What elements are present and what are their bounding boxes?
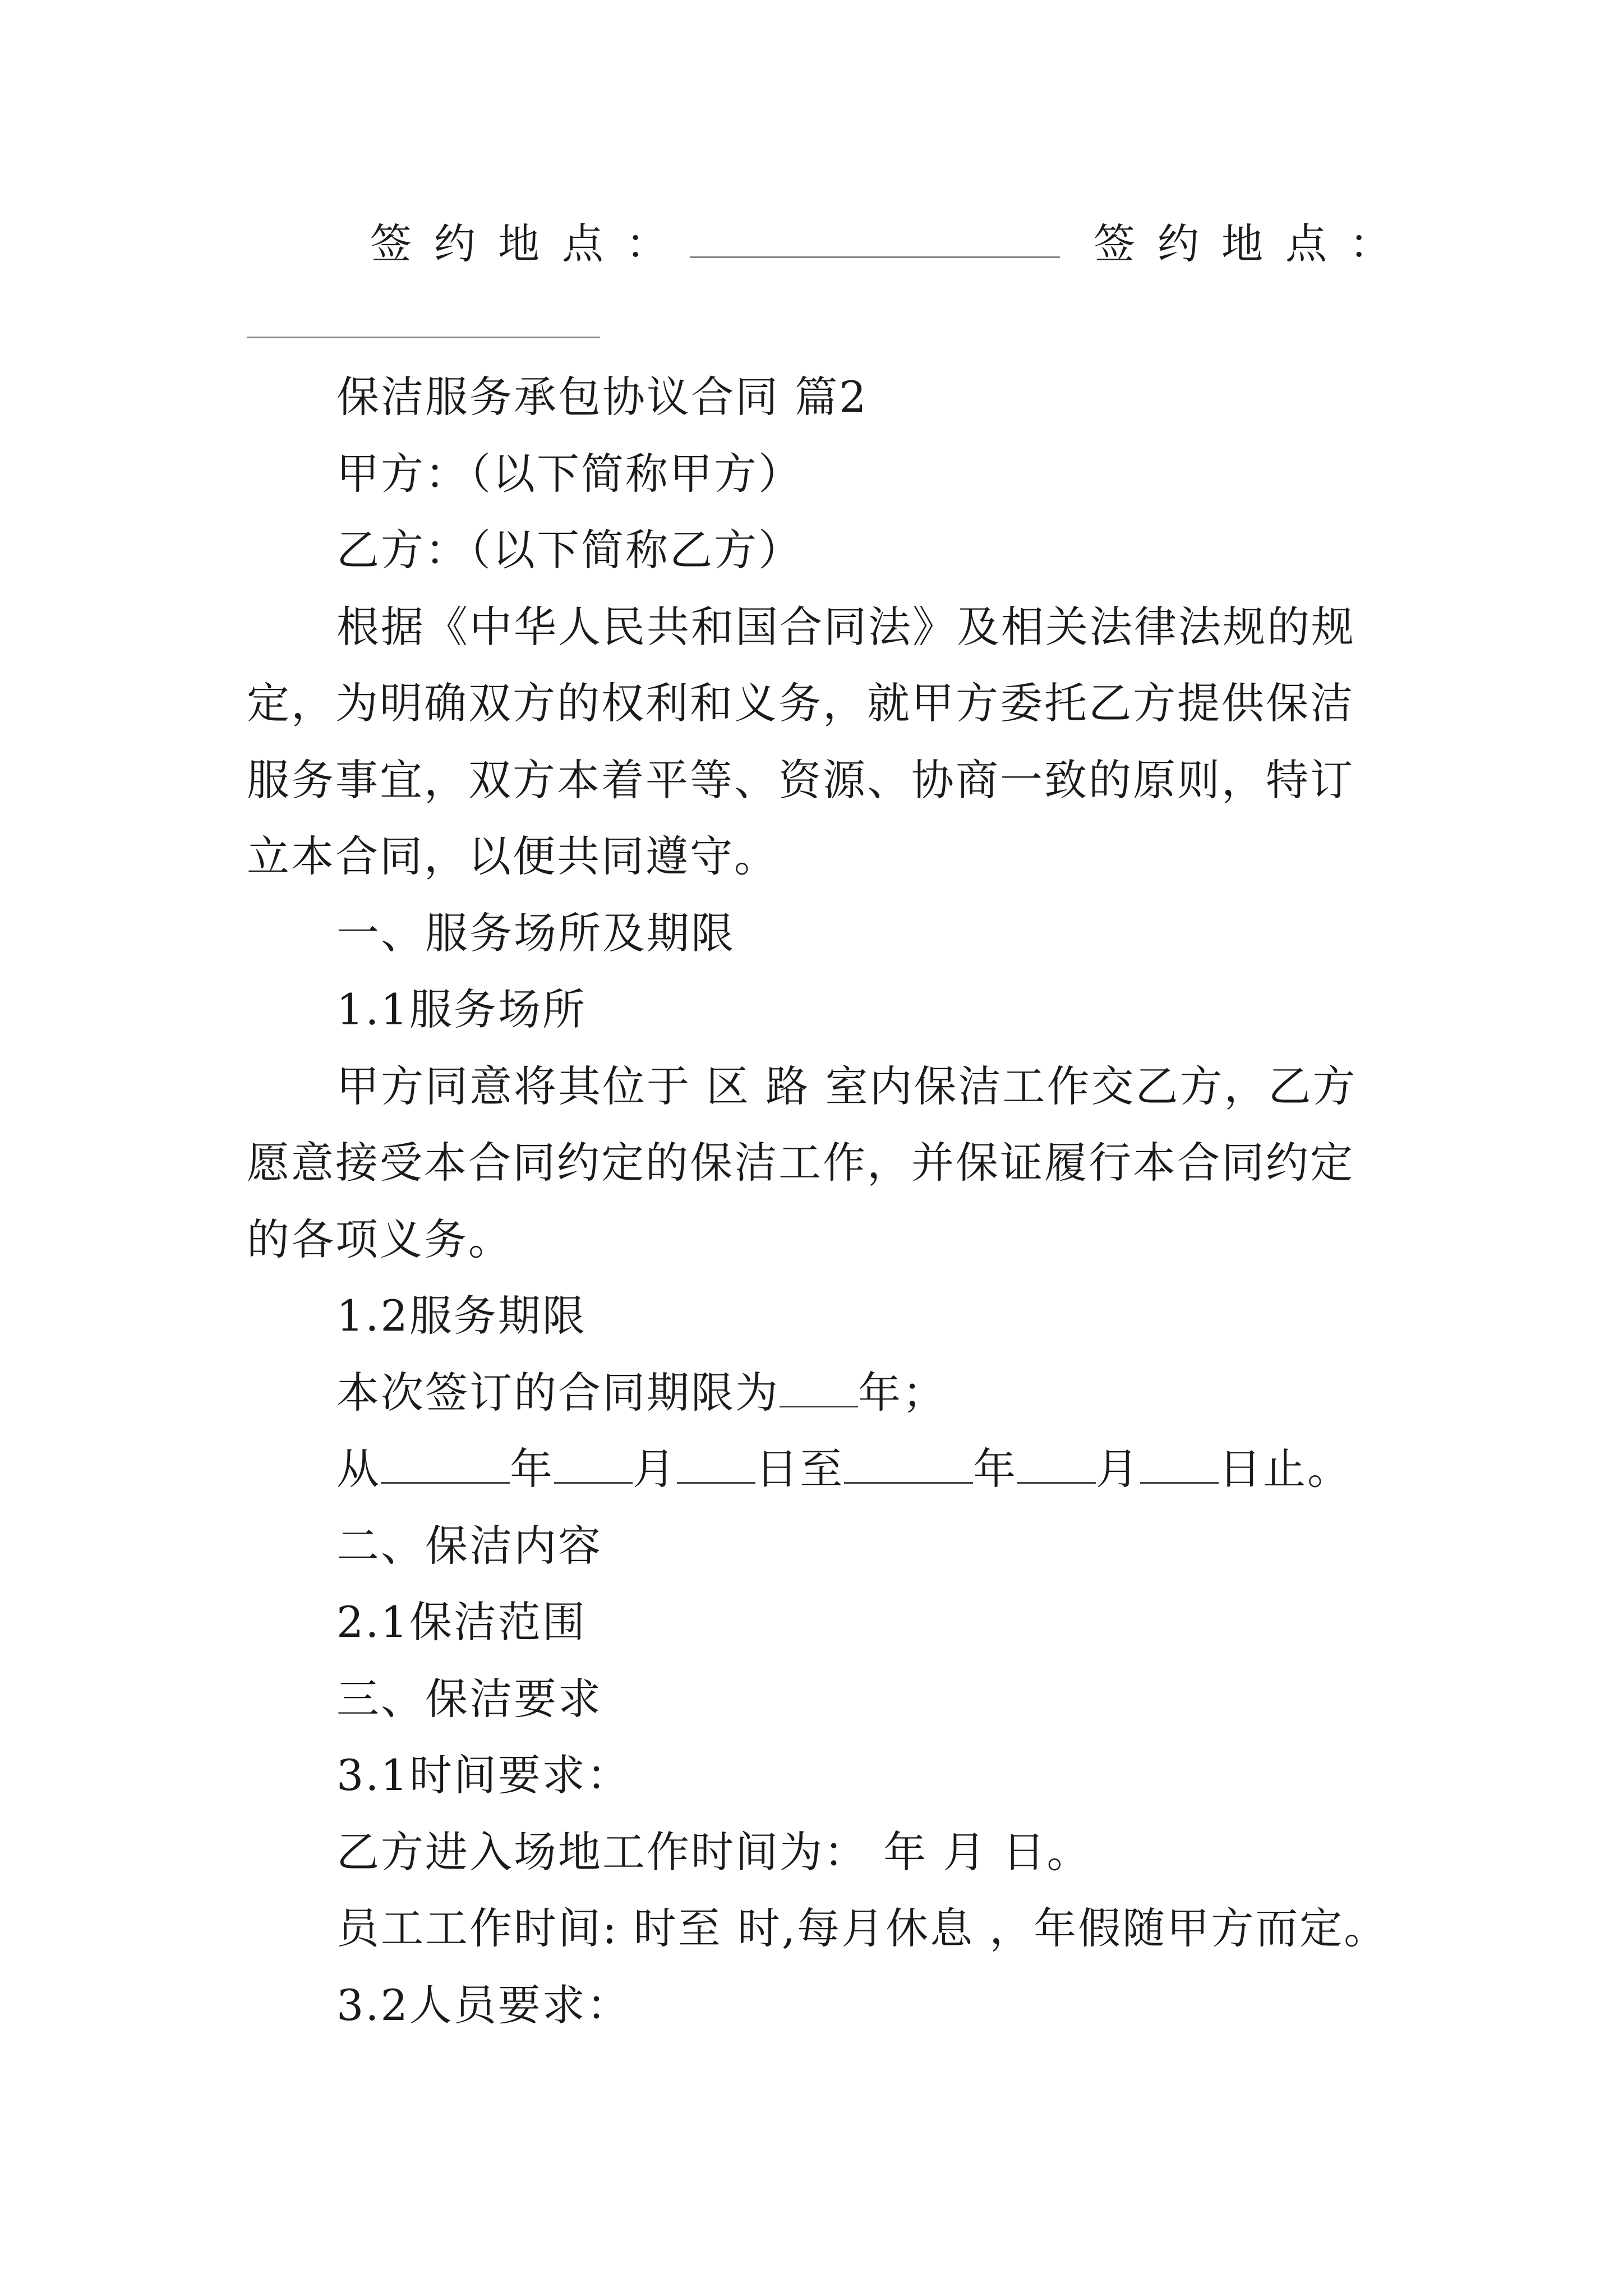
section-2-heading: 二、保洁内容 [336,1520,602,1571]
preamble-paragraph: 根据《中华人民共和国合同法》及相关法律法规的规定，为明确双方的权利和义务，就甲方委托乙方提供保洁服务事宜，双方本着平等、资源、协商一致的原则，特订立本合同，以便共同遵守。 [247,601,1355,881]
signing-location-label-a: 签约地点： [370,220,690,268]
section-1-2-heading: 1.2服务期限 [336,1291,587,1341]
section-3-heading: 三、保洁要求 [336,1673,602,1724]
working-hours-line: 员工工作时间: 时至 时,每月休息 ，年假随甲方而定。 [336,1903,1389,1953]
start-month-blank [554,1445,633,1484]
term-suffix: 年； [858,1367,947,1418]
period-day-1: 日至 [755,1444,844,1494]
end-day-blank [1140,1445,1219,1484]
signing-location-label-b: 签约地点： [1094,220,1413,268]
end-month-blank [1017,1445,1096,1484]
end-year-blank [844,1445,973,1484]
contract-term-line [247,1355,1385,1432]
period-day-2: 日止。 [1219,1444,1352,1494]
party-b-line: 乙方：（以下简称乙方） [336,525,803,575]
signing-location-row [370,210,1413,278]
term-prefix: 本次签订的合同期限为 [336,1367,780,1418]
period-year-2: 年 [973,1444,1017,1494]
section-1-1-heading: 1.1服务场所 [336,984,587,1034]
signing-location-blank-a [690,254,1060,258]
entry-date-line: 乙方进入场地工作时间为： 年 月 日。 [336,1826,1091,1877]
term-years-blank [780,1369,858,1407]
start-day-blank [677,1445,755,1484]
period-year-1: 年 [510,1444,554,1494]
section-3-2-heading: 3.2人员要求： [336,1980,631,2030]
signing-location-blank-b [247,337,600,338]
contract-body [247,359,1389,2044]
party-a-line: 甲方：（以下简称甲方） [336,448,803,499]
section-1-heading: 一、服务场所及期限 [336,908,735,958]
start-year-blank [381,1445,510,1484]
period-month-1: 月 [633,1444,677,1494]
contract-title: 保洁服务承包协议合同 篇2 [336,372,868,422]
period-month-2: 月 [1096,1444,1140,1494]
section-3-1-heading: 3.1时间要求： [336,1750,631,1800]
contract-period-line [247,1431,1385,1508]
period-from: 从 [336,1444,381,1494]
section-1-1-paragraph: 甲方同意将其位于 区 路 室内保洁工作交乙方，乙方愿意接受本合同约定的保洁工作，并保证履行本合同约定的各项义务。 [247,1061,1357,1264]
section-2-1-heading: 2.1保洁范围 [336,1597,587,1647]
